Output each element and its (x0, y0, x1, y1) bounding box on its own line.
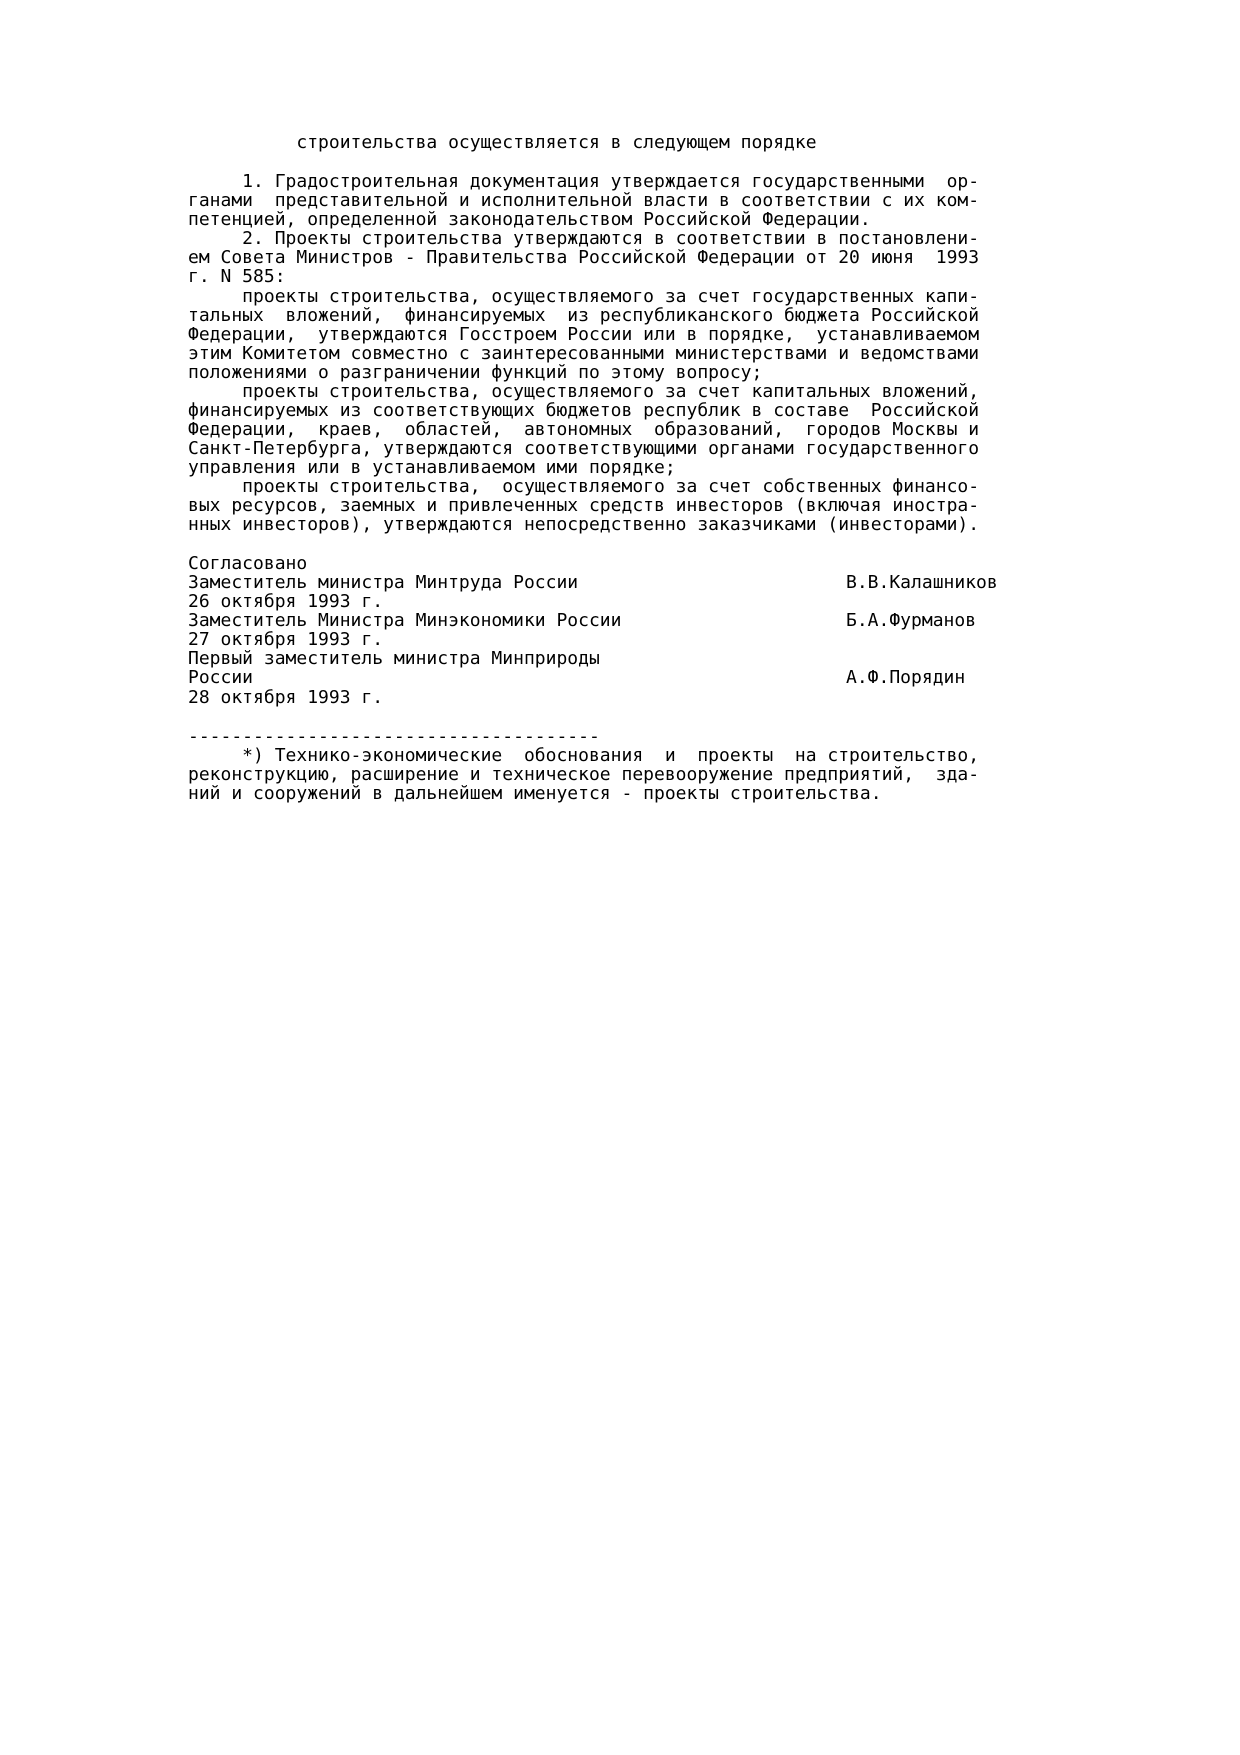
paragraph-1-line-1: 1. Градостроительная документация утверждается государственными ор- (188, 171, 980, 192)
signatory-2-date: 27 октября 1993 г. (188, 629, 384, 650)
paragraph-1-line-3: петенцией, определенной законодательством Российской Федерации. (188, 209, 871, 230)
paragraph-5-line-3: нных инвесторов), утверждаются непосредственно заказчиками (инвесторами). (188, 514, 980, 535)
paragraph-5-line-2: вых ресурсов, заемных и привлеченных средств инвесторов (включая иностра- (188, 495, 980, 516)
signatory-2-position: Заместитель Министра Минэкономики России (188, 610, 622, 631)
paragraph-3-line-4: этим Комитетом совместно с заинтересованными министерствами и ведомствами (188, 343, 980, 364)
paragraph-2-line-3: г. N 585: (188, 266, 286, 287)
footnote-line-1: *) Технико-экономические обоснования и проекты на строительство, (188, 745, 980, 766)
paragraph-4-line-1: проекты строительства, осуществляемого за счет капитальных вложений, (188, 381, 980, 402)
signatory-2-name: Б.А.Фурманов (846, 610, 977, 631)
signatory-3-name: А.Ф.Порядин (846, 667, 966, 688)
paragraph-4-line-2: финансируемых из соответствующих бюджетов республик в составе Российской (188, 400, 980, 421)
paragraph-4-line-4: Санкт-Петербурга, утверждаются соответствующими органами государственного (188, 438, 980, 459)
footnote-line-2: реконструкцию, расширение и техническое перевооружение предприятий, зда- (188, 764, 980, 785)
paragraph-5-line-1: проекты строительства, осуществляемого за счет собственных финансо- (188, 476, 980, 497)
footnote-separator: -------------------------------------- (188, 726, 600, 747)
paragraph-4-line-3: Федерации, краев, областей, автономных образований, городов Москвы и (188, 419, 980, 440)
approval-label: Согласовано (188, 553, 308, 574)
signatory-1-date: 26 октября 1993 г. (188, 591, 384, 612)
paragraph-1-line-2: ганами представительной и исполнительной власти в соответствии с их ком- (188, 190, 980, 211)
section-heading: строительства осуществляется в следующем порядке (188, 132, 817, 153)
paragraph-4-line-5: управления или в устанавливаемом ими порядке; (188, 457, 676, 478)
signatory-3-position-line-1: Первый заместитель министра Минприроды (188, 648, 600, 669)
paragraph-3-line-2: тальных вложений, финансируемых из республиканского бюджета Российской (188, 305, 980, 326)
paragraph-3-line-5: положениями о разграничении функций по этому вопросу; (188, 362, 763, 383)
paragraph-3-line-3: Федерации, утверждаются Госстроем России или в порядке, устанавливаемом (188, 324, 980, 345)
paragraph-2-line-1: 2. Проекты строительства утверждаются в соответствии в постановлени- (188, 228, 980, 249)
paragraph-3-line-1: проекты строительства, осуществляемого за счет государственных капи- (188, 286, 980, 307)
signatory-3-date: 28 октября 1993 г. (188, 687, 384, 708)
signatory-3-position-line-2: России (188, 667, 254, 688)
footnote-line-3: ний и сооружений в дальнейшем именуется - проекты строительства. (188, 783, 882, 804)
signatory-1-name: В.В.Калашников (846, 572, 998, 593)
paragraph-2-line-2: ем Совета Министров - Правительства Российской Федерации от 20 июня 1993 (188, 247, 980, 268)
signatory-1-position: Заместитель министра Минтруда России (188, 572, 579, 593)
